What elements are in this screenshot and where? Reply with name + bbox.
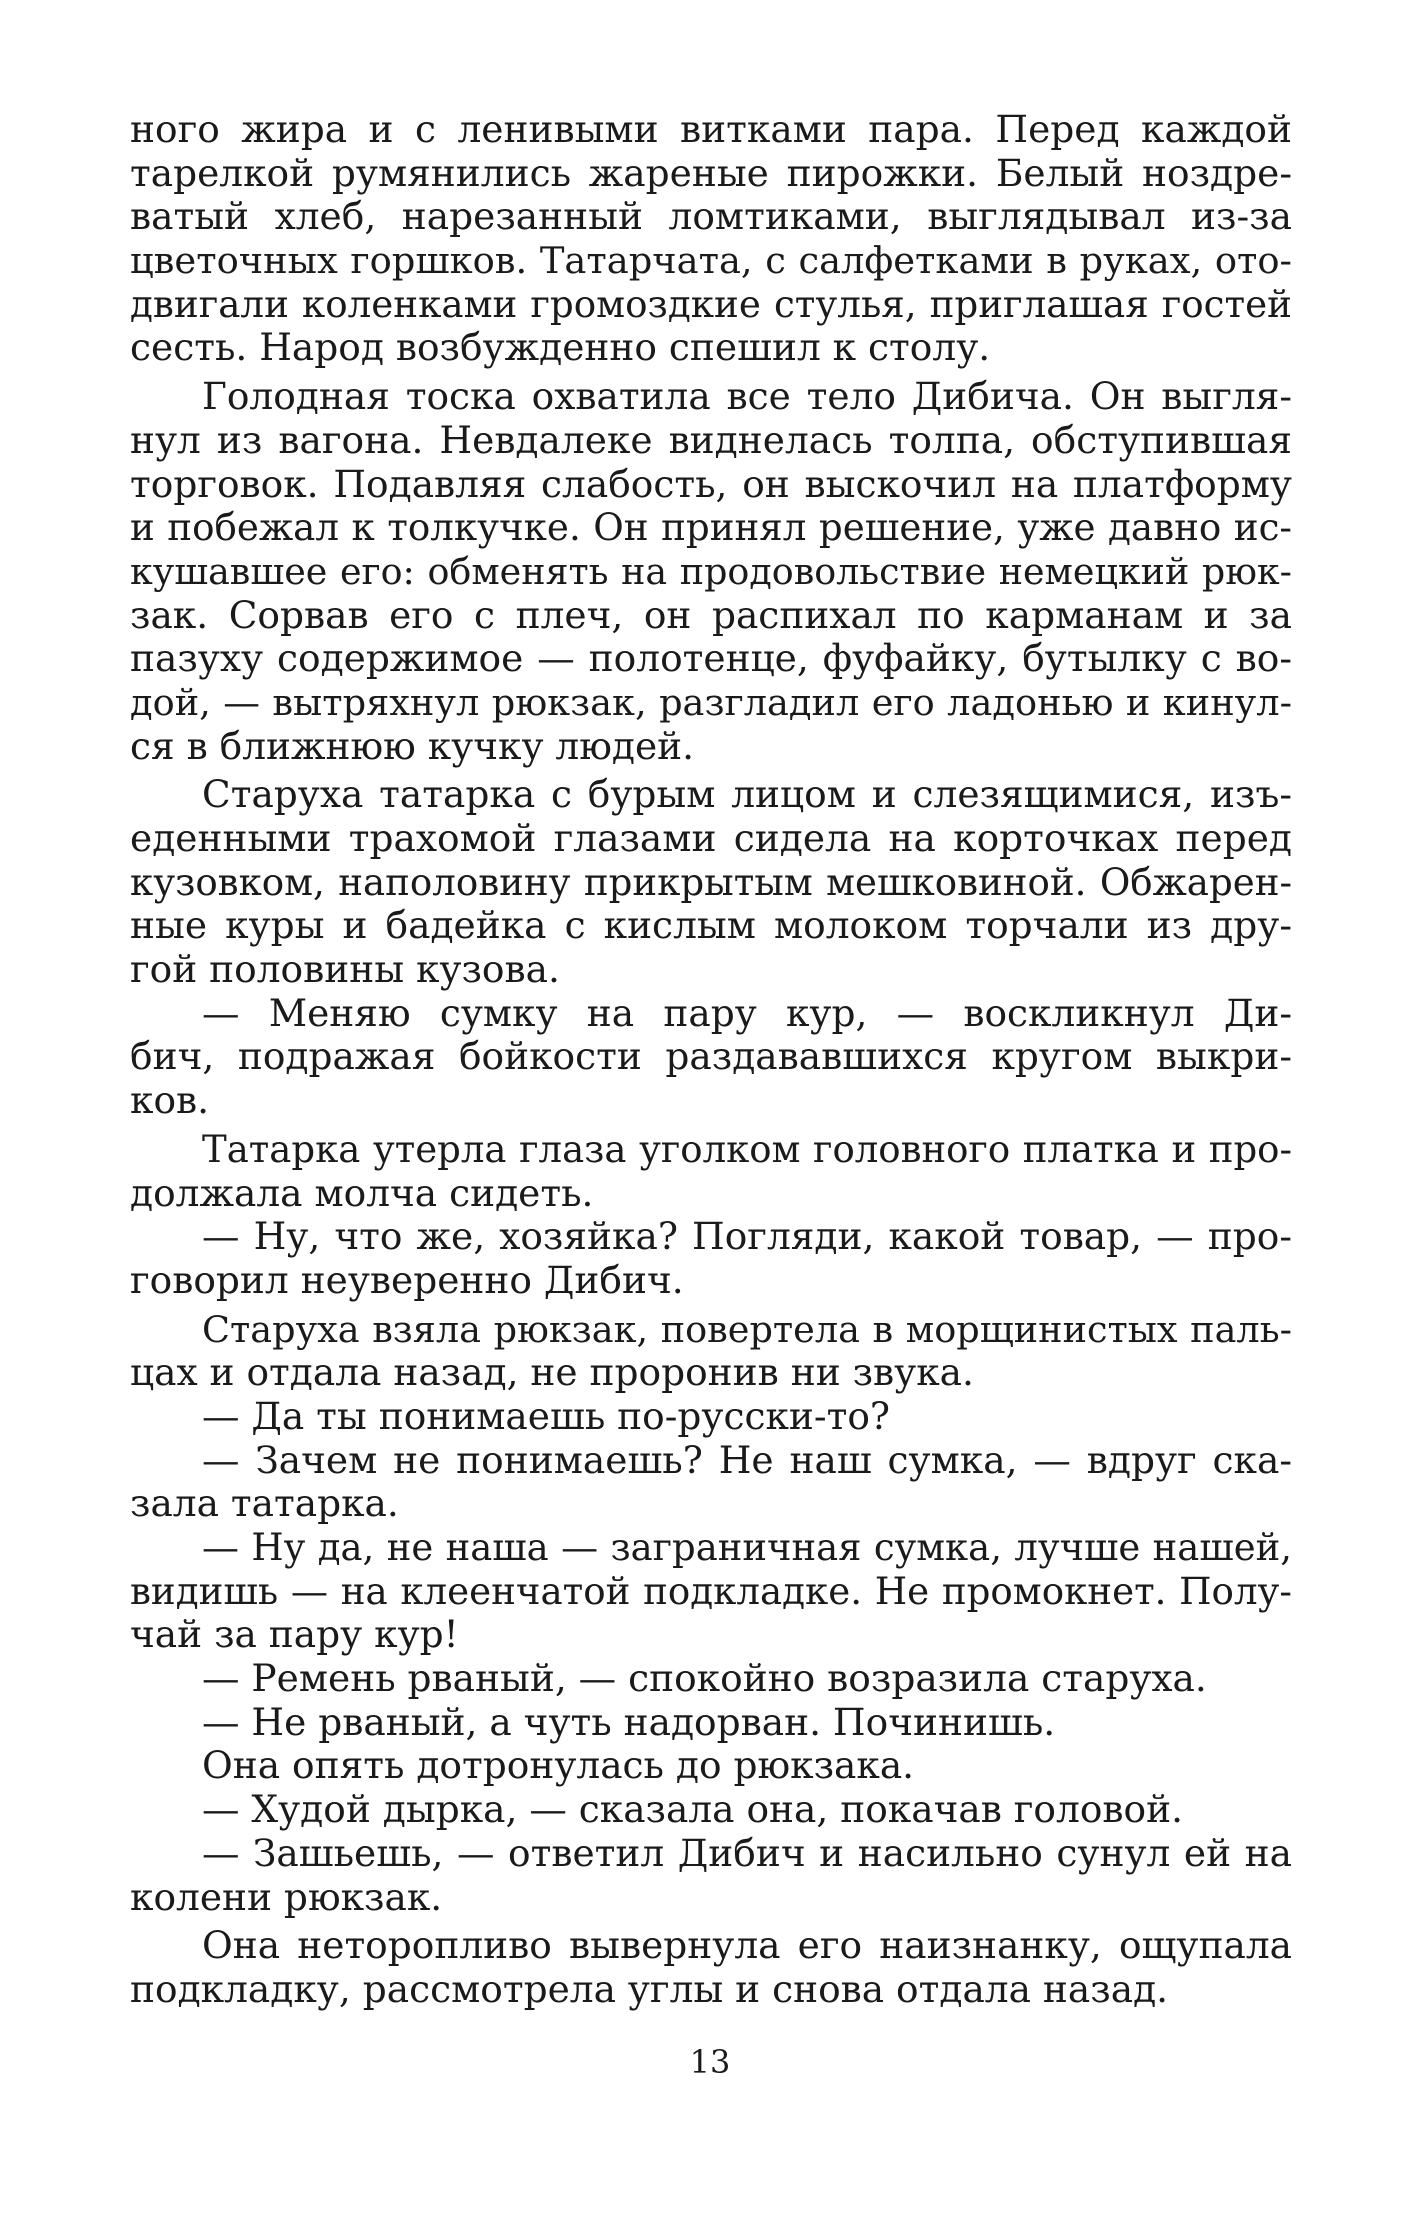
text-line: — Ну, что же, хозяйка? Погляди, какой товар, — про- xyxy=(202,1214,1292,1259)
page-number: 13 xyxy=(689,2043,731,2081)
text-line: торговок. Подавляя слабость, он выскочил на платформу xyxy=(130,461,1292,506)
text-line: Татарка утерла глаза уголком головного платка и про- xyxy=(202,1127,1292,1171)
text-line: ватый хлеб, нарезанный ломтиками, выглядывал из-за xyxy=(130,194,1292,239)
text-line: — Зашьешь, — ответил Дибич и насильно сунул ей на xyxy=(202,1830,1292,1875)
text-line: дой, — вытряхнул рюкзак, разгладил его ладонью и кинул- xyxy=(130,680,1292,724)
text-line: — Не рваный, а чуть надорван. Починишь. xyxy=(202,1699,1056,1744)
text-line: — Худой дырка, — сказала она, покачав головой. xyxy=(202,1787,1184,1832)
text-line: Голодная тоска охватила все тело Дибича. Он выгля- xyxy=(202,374,1292,419)
text-line: гой половины кузова. xyxy=(130,947,560,992)
text-line: тарелкой румянились жареные пирожки. Белый ноздре- xyxy=(130,150,1292,195)
text-line: Старуха взяла рюкзак, повертела в морщинистых паль- xyxy=(202,1307,1292,1351)
text-line: чай за пару кур! xyxy=(130,1612,459,1657)
text-line: зала татарка. xyxy=(130,1481,399,1526)
text-line: — Да ты понимаешь по-русски-то? xyxy=(202,1393,891,1438)
text-line: Она опять дотронулась до рюкзака. xyxy=(202,1743,915,1788)
text-line: кузовком, наполовину прикрытым мешковиной. Обжарен- xyxy=(130,860,1292,904)
text-line: — Меняю сумку на пару кур, — воскликнул Ди- xyxy=(202,990,1292,1035)
text-line: ные куры и бадейка с кислым молоком торчали из дру- xyxy=(130,903,1292,948)
text-line: ков. xyxy=(130,1078,210,1123)
text-line: говорил неуверенно Дибич. xyxy=(130,1257,684,1302)
text-line: нул из вагона. Невдалеке виднелась толпа, обступившая xyxy=(130,417,1292,462)
text-line: — Зачем не понимаешь? Не наш сумка, — вдруг ска- xyxy=(202,1437,1292,1482)
text-line: еденными трахомой глазами сидела на корточках перед xyxy=(130,816,1292,860)
text-line: Она неторопливо вывернула его наизнанку, ощупала xyxy=(202,1923,1292,1968)
text-line: зак. Сорвав его с плеч, он распихал по карманам и за xyxy=(130,592,1292,637)
text-line: — Ремень рваный, — спокойно возразила старуха. xyxy=(202,1656,1207,1701)
text-line: ся в ближнюю кучку людей. xyxy=(130,723,695,768)
text-line: подкладку, рассмотрела углы и снова отдала назад. xyxy=(130,1966,1169,2011)
text-line: пазуху содержимое — полотенце, фуфайку, бутылку с во- xyxy=(130,636,1292,681)
text-line: цах и отдала назад, не проронив ни звука. xyxy=(130,1350,974,1395)
page-text xyxy=(130,108,1292,2012)
text-line: — Ну да, не наша — заграничная сумка, лучше нашей, xyxy=(202,1526,1292,1569)
text-line: цветочных горшков. Татарчата, с салфетками в руках, ото- xyxy=(130,239,1292,283)
text-line: должала молча сидеть. xyxy=(130,1170,594,1215)
text-line: и побежал к толкучке. Он принял решение, уже давно ис- xyxy=(130,505,1292,550)
text-line: сесть. Народ возбужденно спешил к столу. xyxy=(130,325,991,370)
text-line: кушавшее его: обменять на продовольствие немецкий рюк- xyxy=(130,549,1292,593)
text-line: колени рюкзак. xyxy=(130,1874,443,1919)
text-line: двигали коленками громоздкие стулья, приглашая гостей xyxy=(130,281,1292,326)
text-line: Старуха татарка с бурым лицом и слезящимися, изъ- xyxy=(202,772,1292,817)
text-line: ного жира и с ленивыми витками пара. Перед каждой xyxy=(130,107,1292,151)
text-line: бич, подражая бойкости раздававшихся кругом выкри- xyxy=(130,1034,1292,1079)
text-line: видишь — на клеенчатой подкладке. Не промокнет. Полу- xyxy=(130,1568,1292,1613)
